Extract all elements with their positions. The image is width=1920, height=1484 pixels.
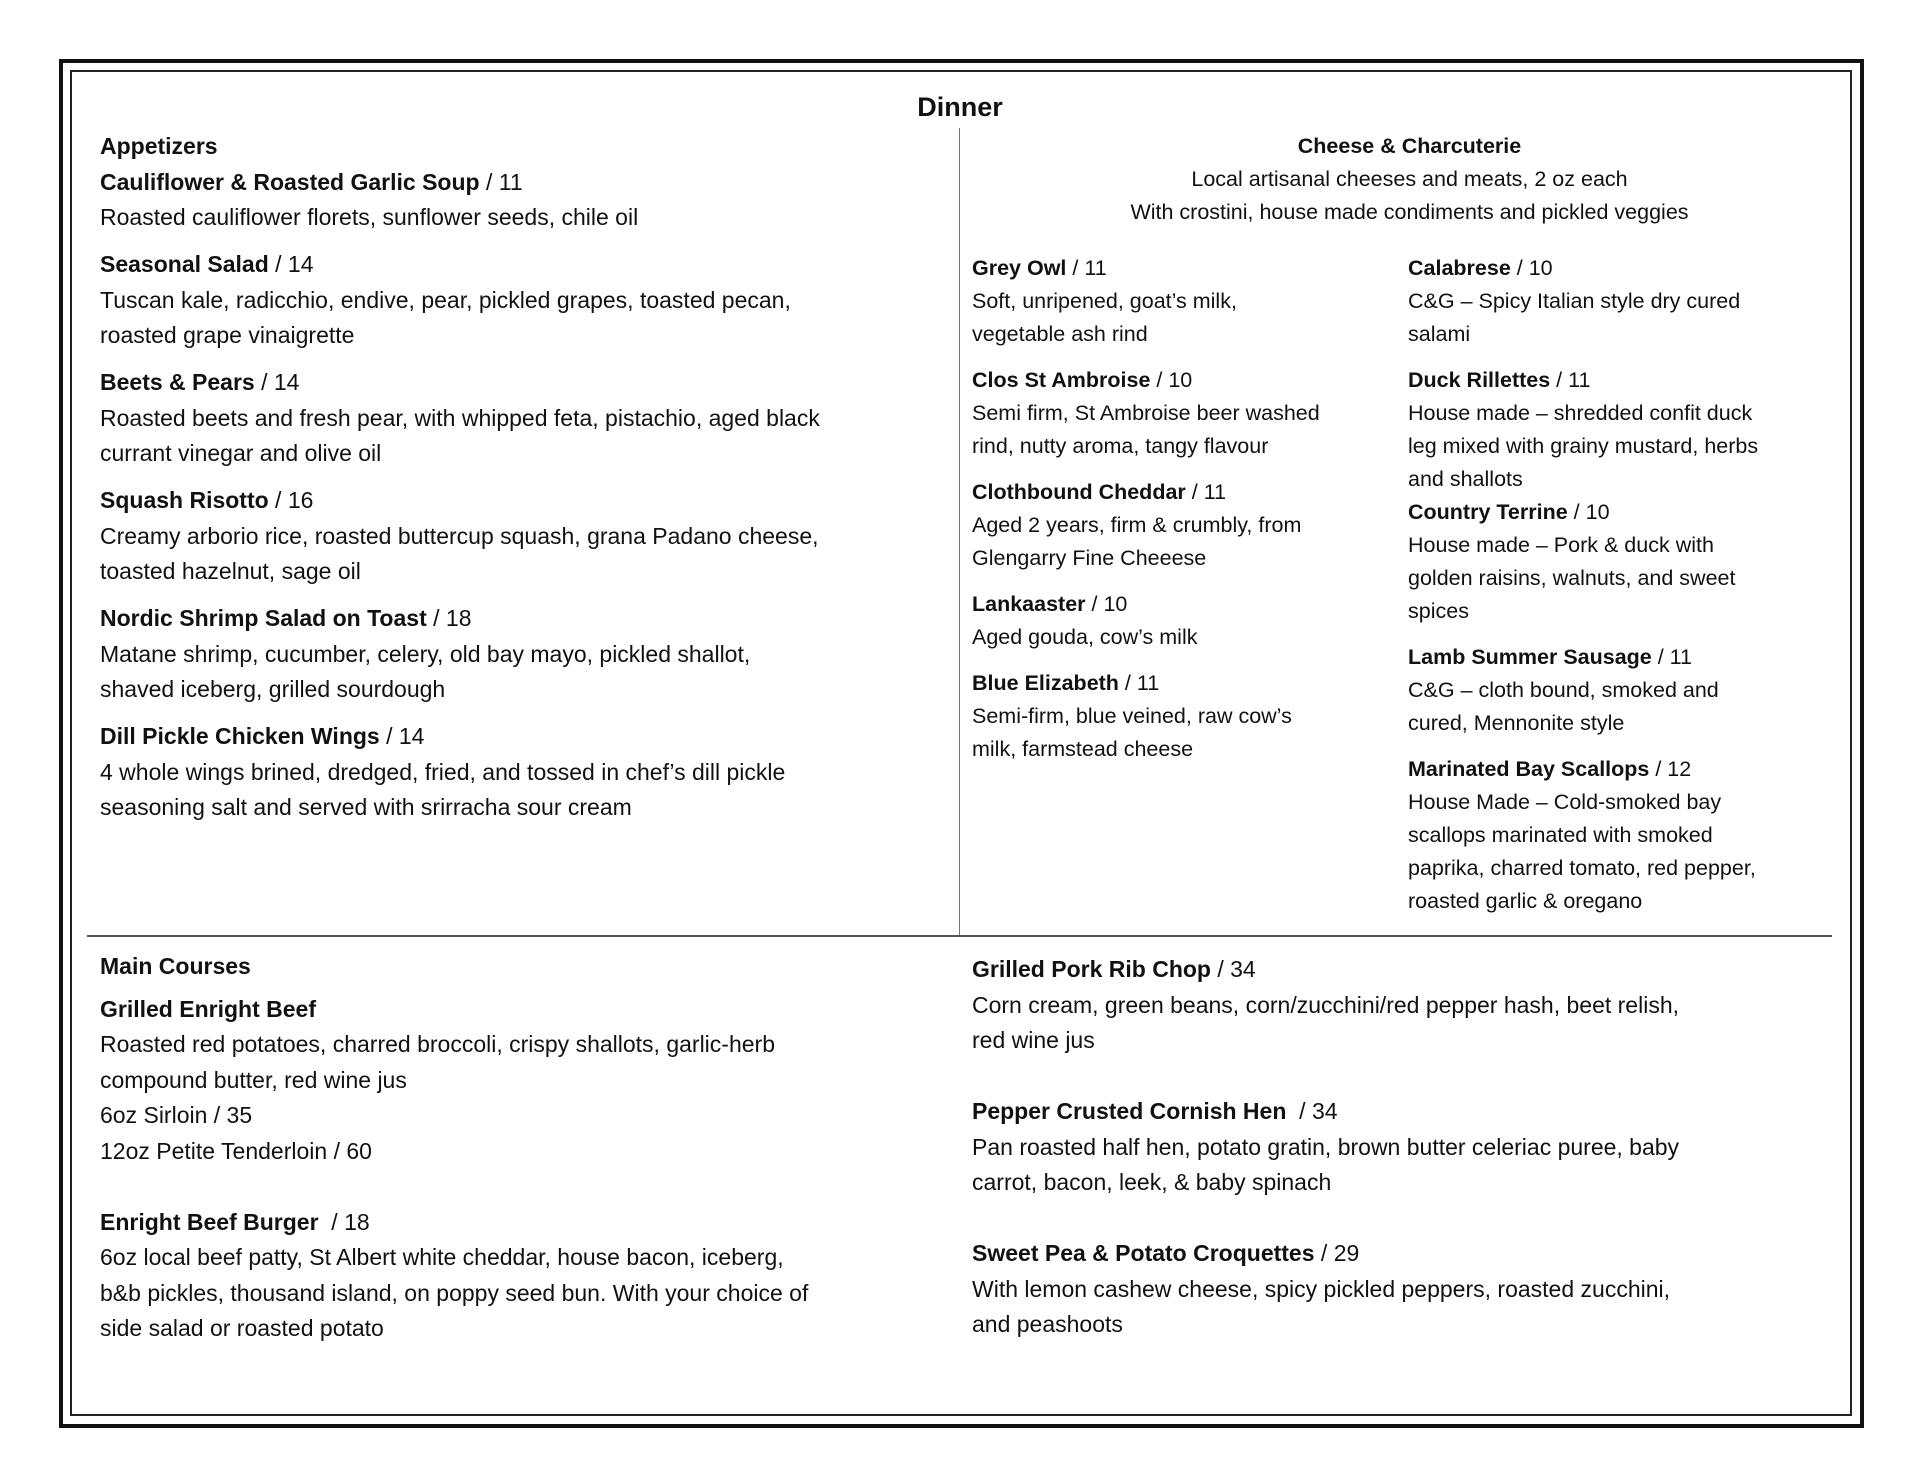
menu-item — [972, 667, 1320, 766]
menu-item-name: Lankaaster — [972, 592, 1086, 616]
menu-item-description: 4 whole wings brined, dredged, fried, and tossed in chef’s dill pickle — [100, 758, 786, 785]
menu-item-name: Cauliflower & Roasted Garlic Soup — [100, 168, 480, 195]
menu-item-name: Nordic Shrimp Salad on Toast — [100, 605, 427, 631]
menu-item-description: Roasted beets and fresh pear, with whipped feta, pistachio, aged black — [100, 404, 820, 431]
menu-item-description: Creamy arborio rice, roasted buttercup squash, grana Padano cheese, — [100, 522, 819, 549]
menu-item-description: 6oz Sirloin / 35 — [100, 1102, 253, 1128]
menu-item-name: Grey Owl — [972, 256, 1067, 280]
menu-item-description: and peashoots — [972, 1311, 1123, 1337]
charcuterie-list — [1408, 252, 1758, 918]
section-subtitle — [972, 163, 1847, 229]
menu-item-description: compound butter, red wine jus — [100, 1066, 407, 1093]
menu-item — [1408, 641, 1758, 740]
menu-item-price: / 12 — [1649, 757, 1692, 781]
menu-item-description: currant vinegar and olive oil — [100, 440, 382, 466]
menu-item — [972, 1094, 1679, 1201]
menu-item-price: / 14 — [379, 723, 425, 749]
menu-item-name: Calabrese — [1408, 256, 1511, 280]
menu-item-header — [100, 601, 820, 637]
menu-item-name: Squash Risotto — [100, 487, 269, 513]
menu-item — [100, 365, 820, 472]
menu-item-header — [972, 952, 1679, 988]
menu-item-header — [100, 719, 820, 755]
menu-item-header — [972, 252, 1320, 285]
subtitle-line: Local artisanal cheeses and meats, 2 oz each — [1191, 167, 1628, 191]
menu-item-description: cured, Mennonite style — [1408, 711, 1625, 735]
menu-item-header — [972, 1236, 1679, 1272]
menu-item-description: Roasted red potatoes, charred broccoli, crispy shallots, garlic-herb — [100, 1031, 775, 1057]
menu-item-header — [100, 365, 820, 401]
menu-item-price: / 11 — [479, 168, 523, 195]
mains-right — [972, 952, 1679, 1343]
menu-item-price: / 10 — [1510, 256, 1553, 280]
menu-item-description: With lemon cashew cheese, spicy pickled peppers, roasted zucchini, — [972, 1275, 1671, 1302]
menu-item-name: Grilled Pork Rib Chop — [972, 956, 1211, 982]
menu-item-description: seasoning salt and served with srirracha sour cream — [100, 794, 632, 820]
menu-item-description: C&G – Spicy Italian style dry cured — [1408, 289, 1741, 313]
menu-item-header — [1408, 641, 1758, 674]
menu-item-description: Aged 2 years, firm & crumbly, from — [972, 513, 1302, 537]
menu-item-price: / 34 — [1210, 956, 1256, 982]
menu-item-name: Country Terrine — [1408, 500, 1568, 524]
menu-item — [100, 992, 808, 1170]
menu-item — [972, 1236, 1679, 1343]
menu-item — [972, 588, 1320, 654]
menu-item-description: House made – shredded confit duck — [1408, 401, 1753, 425]
menu-item-name: Grilled Enright Beef — [100, 995, 316, 1022]
menu-item-price: / 14 — [268, 251, 314, 277]
menu-item-header — [100, 165, 820, 201]
menu-item — [100, 1205, 808, 1347]
menu-item — [972, 364, 1320, 463]
menu-item-description: roasted garlic & oregano — [1408, 889, 1643, 913]
menu-item-price: / 10 — [1150, 368, 1193, 392]
menu-item-description: House Made – Cold-smoked bay — [1408, 790, 1722, 814]
menu-item-header — [1408, 496, 1758, 529]
menu-item — [100, 719, 820, 826]
menu-item-description: red wine jus — [972, 1027, 1095, 1053]
menu-item-description: rind, nutty aroma, tangy flavour — [972, 434, 1269, 458]
menu-item-header — [100, 992, 808, 1028]
menu-item-name: Clothbound Cheddar — [972, 480, 1186, 504]
section-heading: Main Courses — [100, 953, 251, 979]
menu-item-description: shaved iceberg, grilled sourdough — [100, 676, 446, 702]
menu-item — [100, 247, 820, 354]
menu-item-description: Pan roasted half hen, potato gratin, brown butter celeriac puree, baby — [972, 1133, 1680, 1160]
menu-item-description: Roasted cauliflower florets, sunflower seeds, chile oil — [100, 204, 639, 230]
mains-section — [100, 949, 808, 1347]
menu-item — [1408, 496, 1758, 628]
menu-item-header — [1408, 364, 1758, 397]
cheese-list — [972, 252, 1320, 766]
menu-item-price: / 11 — [1066, 256, 1107, 280]
menu-item-price: / 18 — [426, 605, 472, 631]
menu-item-name: Seasonal Salad — [100, 251, 269, 277]
menu-item — [1408, 753, 1758, 918]
section-heading: Appetizers — [100, 133, 218, 159]
menu-item-description: Corn cream, green beans, corn/zucchini/red pepper hash, beet relish, — [972, 991, 1680, 1018]
menu-item — [1408, 364, 1758, 496]
menu-item-price: / 11 — [1651, 645, 1693, 669]
menu-item-description: side salad or roasted potato — [100, 1315, 384, 1341]
menu-item-header — [100, 483, 820, 519]
menu-item-price: / 10 — [1567, 500, 1610, 524]
menu-item-name: Lamb Summer Sausage — [1408, 645, 1652, 669]
menu-item-description: Aged gouda, cow’s milk — [972, 625, 1198, 649]
menu-item — [972, 252, 1320, 351]
menu-item-price: / 16 — [268, 487, 314, 513]
subtitle-line: With crostini, house made condiments and pickled veggies — [1130, 200, 1689, 224]
menu-item — [972, 952, 1679, 1059]
menu-item-header — [972, 476, 1320, 509]
menu-item-description: House made – Pork & duck with — [1408, 533, 1714, 557]
menu-item-description: golden raisins, walnuts, and sweet — [1408, 566, 1736, 590]
menu-item — [100, 601, 820, 708]
menu-item-description: salami — [1408, 322, 1471, 346]
menu-item-price: / 29 — [1314, 1240, 1360, 1266]
cheese-section — [972, 130, 1847, 229]
menu-item-header — [100, 1205, 808, 1241]
appetizers-section — [100, 129, 820, 826]
menu-item-name: Sweet Pea & Potato Croquettes — [972, 1240, 1315, 1266]
section-divider — [87, 935, 1832, 937]
section-heading: Cheese & Charcuterie — [1297, 134, 1522, 158]
menu-item-description: leg mixed with grainy mustard, herbs — [1408, 434, 1759, 458]
menu-item-name: Duck Rillettes — [1408, 368, 1551, 392]
menu-item-price: / 11 — [1185, 480, 1227, 504]
menu-item-header — [972, 1094, 1679, 1130]
menu-item-header — [1408, 753, 1758, 786]
menu-item-description: Soft, unripened, goat’s milk, — [972, 289, 1237, 313]
menu-item-name: Marinated Bay Scallops — [1408, 757, 1650, 781]
menu-item-price: / 11 — [1118, 671, 1160, 695]
column-divider — [959, 128, 960, 935]
menu-item-name: Enright Beef Burger — [100, 1208, 319, 1235]
menu-item-description: b&b pickles, thousand island, on poppy seed bun. With your choice of — [100, 1279, 809, 1306]
menu-item-header — [972, 364, 1320, 397]
menu-item — [1408, 252, 1758, 351]
menu-item-description: roasted grape vinaigrette — [100, 322, 355, 348]
menu-item-header — [972, 667, 1320, 700]
menu-item-name: Blue Elizabeth — [972, 671, 1119, 695]
menu-item-description: C&G – cloth bound, smoked and — [1408, 678, 1719, 702]
menu-item-price: / 10 — [1085, 592, 1128, 616]
menu-item-description: spices — [1408, 599, 1469, 623]
menu-item-description: Glengarry Fine Cheeese — [972, 546, 1207, 570]
menu-item-price: / 18 — [318, 1208, 370, 1235]
menu-item-header — [972, 588, 1320, 621]
menu-item-description: Matane shrimp, cucumber, celery, old bay mayo, pickled shallot, — [100, 640, 751, 667]
menu-item-price: / 11 — [1550, 368, 1591, 392]
menu-item-description: toasted hazelnut, sage oil — [100, 558, 361, 584]
menu-item-price: / 14 — [254, 369, 300, 395]
menu-title: Dinner — [917, 92, 1003, 122]
menu-item-price: / 34 — [1286, 1098, 1338, 1124]
menu-item-description: carrot, bacon, leek, & baby spinach — [972, 1169, 1332, 1195]
menu-item-header — [1408, 252, 1758, 285]
menu-item-description: 6oz local beef patty, St Albert white cheddar, house bacon, iceberg, — [100, 1244, 784, 1270]
menu-item-name: Pepper Crusted Cornish Hen — [972, 1098, 1287, 1124]
menu-item-description: vegetable ash rind — [972, 322, 1148, 346]
menu-item-description: paprika, charred tomato, red pepper, — [1408, 856, 1756, 880]
menu-item-header — [100, 247, 820, 283]
menu-item-description: 12oz Petite Tenderloin / 60 — [100, 1137, 372, 1164]
menu-item — [972, 476, 1320, 575]
menu-item-description: Semi-firm, blue veined, raw cow’s — [972, 704, 1292, 728]
menu-item-description: scallops marinated with smoked — [1408, 823, 1713, 847]
menu-item-description: Tuscan kale, radicchio, endive, pear, pickled grapes, toasted pecan, — [100, 286, 791, 313]
menu-item-description: Semi firm, St Ambroise beer washed — [972, 401, 1320, 425]
menu-item — [100, 165, 820, 236]
menu-item-description: and shallots — [1408, 467, 1523, 491]
menu-item-description: milk, farmstead cheese — [972, 737, 1194, 761]
menu-item-name: Clos St Ambroise — [972, 368, 1151, 392]
menu-item-name: Beets & Pears — [100, 369, 255, 395]
menu-item — [100, 483, 820, 590]
menu-item-name: Dill Pickle Chicken Wings — [100, 723, 380, 749]
